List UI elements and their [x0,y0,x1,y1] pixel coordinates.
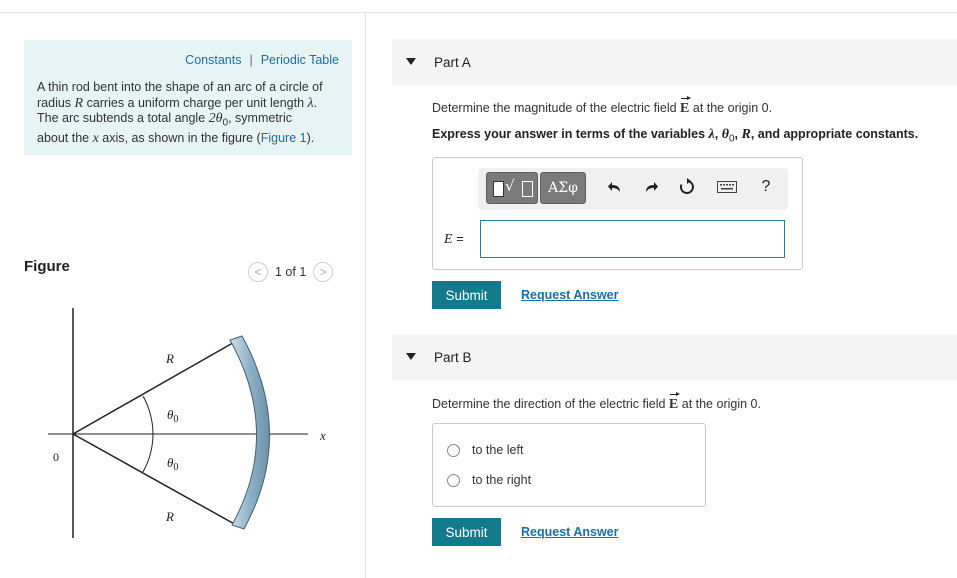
question-text: Determine the magnitude of the electric field [432,101,681,115]
problem-line: A thin rod bent into the shape of an arc of a circle of [37,80,323,94]
links-separator: | [249,53,253,67]
problem-line: The arc subtends a total angle [37,111,209,125]
collapse-triangle-icon[interactable] [406,58,416,65]
choice-label: to the left [472,443,524,457]
instruction-text: , [714,127,722,141]
collapse-triangle-icon[interactable] [406,353,416,360]
question-text: at the origin 0. [689,101,773,115]
sqrt-icon: √ [505,177,515,195]
instruction-text: , [734,127,742,141]
question-text: Determine the direction of the electric field [432,397,669,411]
help-icon[interactable]: ? [761,178,771,195]
problem-line: radius [37,95,75,110]
part-b-choices-box [432,423,706,507]
problem-line: ). [306,131,315,145]
figure-pager [248,261,333,283]
math-sub: 0 [728,133,735,145]
chevron-left-icon: < [254,265,262,279]
next-figure-button[interactable] [313,262,333,282]
greek-symbols-button[interactable]: ΑΣφ [540,172,586,204]
radio-button[interactable] [447,474,460,487]
part-b-submit-button[interactable]: Submit [432,518,501,546]
resource-links [185,53,339,67]
charged-rod [230,336,270,529]
choice-to-the-left[interactable] [447,443,523,457]
problem-line: about the [37,131,93,145]
reset-icon[interactable] [676,176,698,198]
equation-label [444,231,464,248]
math-var: x [92,131,99,146]
math-sub: 0 [222,117,229,129]
part-a-question [432,101,772,117]
part-b-request-answer-link[interactable]: Request Answer [521,525,619,539]
part-a-header[interactable] [392,39,957,85]
problem-line: , symmetric [228,111,292,125]
electric-field-vector: E [668,397,679,412]
label-theta-top: $\theta_0$ [167,407,179,425]
problem-line: carries a uniform charge per unit length [83,95,308,110]
chevron-right-icon: > [319,265,327,279]
label-origin: 0 [53,450,59,464]
prev-figure-button[interactable] [248,262,268,282]
instruction-text: , and appropriate constants. [750,127,919,141]
undo-icon[interactable] [604,176,626,198]
problem-line: . [313,95,318,110]
radio-button[interactable] [447,444,460,457]
choice-to-the-right[interactable] [447,473,531,487]
arc-figure [40,300,340,540]
angle-arc-bottom [143,434,153,472]
label-r-top: R [166,351,174,366]
pager-count: 1 of 1 [275,265,307,279]
math-var: R [741,127,751,142]
electric-field-vector: E [680,101,690,116]
templates-button[interactable] [486,172,538,204]
question-text: at the origin 0. [678,397,761,411]
instruction-text: Express your answer in terms of the variables [432,127,709,141]
constants-link[interactable]: Constants [185,53,242,67]
problem-intro [24,40,352,155]
part-a-instructions [432,127,918,145]
redo-icon[interactable] [640,176,662,198]
math-var: R [74,95,84,111]
radius-bottom [73,434,238,526]
part-a-submit-button[interactable]: Submit [432,281,501,309]
angle-arc-top [143,396,153,434]
label-r-bottom: R [166,509,174,524]
math-var: E [444,232,453,247]
panel-divider [365,13,366,578]
equals-sign: = [452,231,464,246]
figure-title: Figure [24,258,70,275]
math-toolbar [478,168,788,210]
answer-input[interactable] [480,220,785,258]
part-b-question [432,397,761,413]
top-rule [0,12,957,13]
math-var: λ [708,127,715,142]
radius-top [73,340,238,434]
math-var: 2θ [208,111,223,126]
problem-text [37,80,342,147]
part-b-label: Part B [434,350,472,365]
figure-link[interactable]: Figure 1 [260,131,307,145]
label-theta-bottom: $\theta_0$ [167,455,179,473]
template-box-icon [522,181,533,197]
part-a-label: Part A [434,55,471,70]
choice-label: to the right [472,473,532,487]
problem-line: axis, as shown in the figure ( [98,131,261,145]
label-x-axis: x [320,428,326,443]
keyboard-icon[interactable] [716,176,738,198]
part-a-request-answer-link[interactable]: Request Answer [521,288,619,302]
template-box-icon [493,181,504,197]
part-b-header[interactable] [392,334,957,380]
math-var: θ [721,127,729,142]
math-var: λ [307,95,314,111]
periodic-table-link[interactable]: Periodic Table [260,53,339,67]
